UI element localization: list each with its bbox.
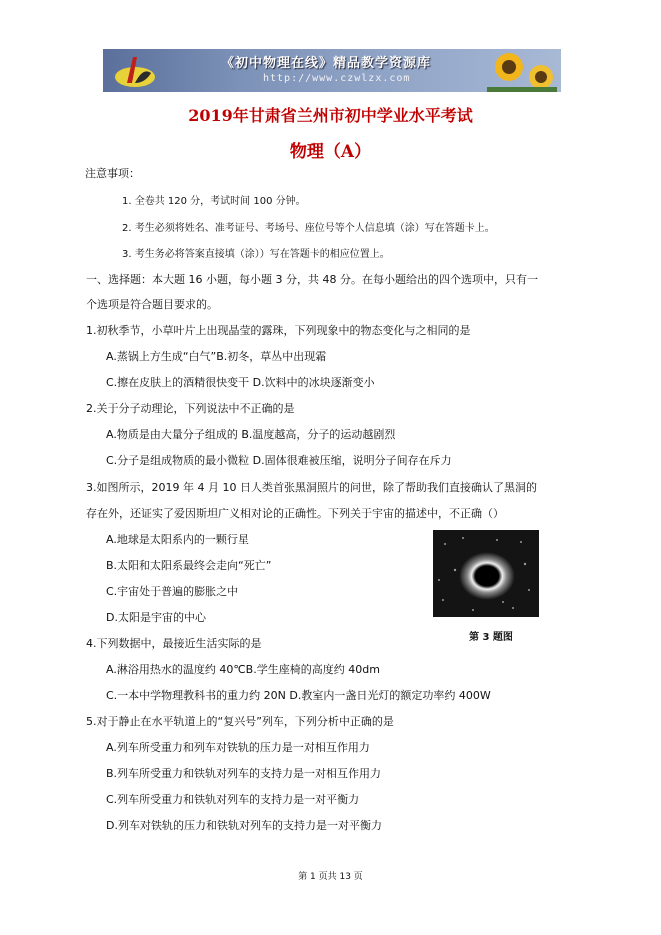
- black-hole-figure: [433, 530, 539, 617]
- question-stem: 4.下列数据中，最接近生活实际的是: [86, 637, 262, 650]
- question-option: C.宇宙处于普遍的膨胀之中: [106, 585, 239, 598]
- notice-item: 3. 考生务必将答案直接填（涂））写在答题卡的相应位置上。: [122, 249, 390, 260]
- question-option: B.太阳和太阳系最终会走向“死亡”: [106, 559, 272, 572]
- section-intro: 一、选择题：本大题 16 小题，每小题 3 分，共 48 分。在每小题给出的四个选项中，只有一: [86, 273, 538, 286]
- question-options: C.一本中学物理教科书的重力约 20N D.教室内一盏日光灯的额定功率约 400W: [106, 689, 491, 702]
- page-number: 第 1 页共 13 页: [298, 872, 363, 882]
- header-banner: [103, 49, 561, 92]
- question-stem: 5.对于静止在水平轨道上的“复兴号”列车，下列分析中正确的是: [86, 715, 394, 728]
- banner-title: 《初中物理在线》精品教学资源库: [221, 56, 432, 71]
- black-hole-image-icon: [433, 530, 539, 617]
- question-stem: 2.关于分子动理论，下列说法中不正确的是: [86, 402, 295, 415]
- question-stem: 存在外，还证实了爱因斯坦广义相对论的正确性。下列关于宇宙的描述中，不正确（）: [86, 507, 504, 520]
- question-option: C.列车所受重力和铁轨对列车的支持力是一对平衡力: [106, 793, 360, 806]
- question-option: A.列车所受重力和列车对铁轨的压力是一对相互作用力: [106, 741, 370, 754]
- question-options: A.物质是由大量分子组成的 B.温度越高，分子的运动越剧烈: [106, 428, 396, 441]
- figure-caption: 第 3 题图: [469, 632, 513, 643]
- notice-item: 1. 全卷共 120 分，考试时间 100 分钟。: [122, 196, 306, 207]
- notice-item: 2. 考生必须将姓名、准考证号、考场号、座位号等个人信息填（涂）写在答题卡上。: [122, 223, 495, 234]
- question-option: D.太阳是宇宙的中心: [106, 611, 206, 624]
- question-option: B.列车所受重力和铁轨对列车的支持力是一对相互作用力: [106, 767, 382, 780]
- banner-url: http://www.czwlzx.com: [263, 73, 411, 84]
- site-logo-icon: [113, 53, 157, 89]
- question-option: A.地球是太阳系内的一颗行星: [106, 533, 249, 546]
- exam-title: 2019年甘肃省兰州市初中学业水平考试: [188, 106, 473, 125]
- question-option: D.列车对铁轨的压力和铁轨对列车的支持力是一对平衡力: [106, 819, 382, 832]
- notice-heading: 注意事项：: [85, 167, 140, 180]
- question-stem: 1.初秋季节，小草叶片上出现晶莹的露珠，下列现象中的物态变化与之相同的是: [86, 324, 471, 337]
- exam-subtitle: 物理（A）: [289, 142, 372, 162]
- question-options: C.分子是组成物质的最小微粒 D.固体很难被压缩，说明分子间存在斥力: [106, 454, 452, 467]
- question-options: A.淋浴用热水的温度约 40℃B.学生座椅的高度约 40dm: [106, 663, 380, 676]
- question-options: A.蒸锅上方生成“白气”B.初冬，草丛中出现霜: [106, 350, 327, 363]
- question-stem: 3.如图所示，2019 年 4 月 10 日人类首张黑洞照片的问世，除了帮助我们直接确认了黑洞的: [86, 481, 537, 494]
- sunflower-icon: [487, 49, 557, 92]
- question-options: C.擦在皮肤上的酒精很快变干 D.饮料中的冰块逐渐变小: [106, 376, 375, 389]
- section-intro: 个选项是符合题目要求的。: [86, 298, 218, 311]
